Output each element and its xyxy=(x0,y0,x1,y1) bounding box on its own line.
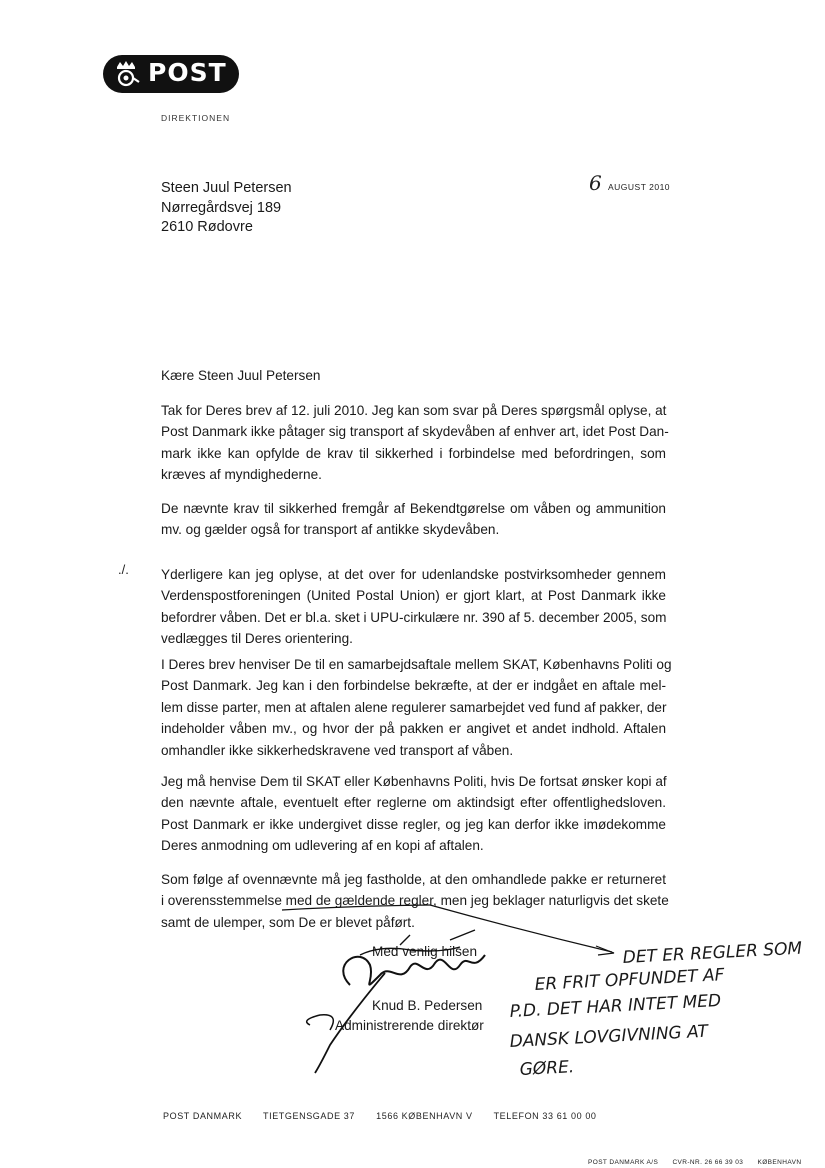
footer-legal-cvr: CVR-NR. 26 66 39 03 xyxy=(672,1159,744,1166)
paragraph-line: lem disse parter, men at aftalen alene regulerer samarbejdet ved fund af pakker, der xyxy=(161,699,667,715)
paragraph-line: vedlægges til Deres orientering. xyxy=(161,631,353,647)
paragraph-line: Deres anmodning om udlevering af en kopi af aftalen. xyxy=(161,838,484,854)
recipient-city: 2610 Rødovre xyxy=(161,219,253,235)
handwritten-note xyxy=(505,935,825,1085)
enclosure-mark: ./. xyxy=(118,562,129,577)
paragraph-line: mark ikke kan opfylde de krav til sikkerhed i forbindelse med befordringen, som xyxy=(161,445,666,461)
logo-text: POST xyxy=(148,58,227,87)
footer-legal-company: POST DANMARK A/S xyxy=(588,1159,659,1166)
paragraph-line: mv. og gælder også for transport af antikke skydevåben. xyxy=(161,522,500,538)
paragraph-line: Verdenspostforeningen (United Postal Union) er gjort klart, at Post Danmark ikke xyxy=(161,588,666,604)
paragraph-line: Tak for Deres brev af 12. juli 2010. Jeg kan som svar på Deres spørgsmål oplyse, at xyxy=(161,403,667,418)
recipient-name: Steen Juul Petersen xyxy=(161,180,292,196)
date-month-year: AUGUST 2010 xyxy=(608,182,671,192)
closing-phrase: Med venlig hilsen xyxy=(372,944,478,959)
paragraph-line: i overensstemmelse med de gældende regler, men jeg beklager naturligvis det skete xyxy=(161,893,669,909)
paragraph-line: Post Danmark. Jeg kan i den forbindelse bekræfte, at der er indgået en aftale mel- xyxy=(161,678,666,694)
footer-phone: TELEFON 33 61 00 00 xyxy=(493,1111,597,1121)
handwritten-note-line: P.D. DET HAR INTET MED xyxy=(509,990,722,1022)
salutation: Kære Steen Juul Petersen xyxy=(161,368,321,383)
paragraph-line: Post Danmark er ikke undergivet disse regler, og jeg kan derfor ikke imødekomme xyxy=(161,816,666,832)
paragraph-line: Jeg må henvise Dem til SKAT eller Københavns Politi, hvis De fortsat ønsker kopi af xyxy=(161,774,667,789)
handwritten-note-line: ER FRIT OPFUNDET AF xyxy=(534,965,725,995)
paragraph-line: De nævnte krav til sikkerhed fremgår af Bekendtgørelse om våben og ammunition xyxy=(161,501,666,516)
paragraph-line: befordrer våben. Det er bl.a. sket i UPU-cirkulære nr. 390 af 5. december 2005, som xyxy=(161,609,667,625)
date-day-handwritten: 6 xyxy=(589,171,602,195)
paragraph-line: samt de ulemper, som De er blevet påført. xyxy=(161,914,415,930)
paragraph-line: indeholder våben mv., og hvor der på pakken er angivet et andet indhold. Aftalen xyxy=(161,721,666,737)
footer-postcode: 1566 KØBENHAVN V xyxy=(376,1111,473,1121)
footer-legal-city: KØBENHAVN xyxy=(757,1159,802,1166)
paragraph-line: den nævnte aftale, eventuelt efter reglerne om aktindsigt efter offentlighedsloven. xyxy=(161,795,666,811)
paragraph-line: Post Danmark ikke påtager sig transport af skydevåben af enhver art, idet Post Dan- xyxy=(161,424,669,440)
paragraph-line: Yderligere kan jeg oplyse, at det over for udenlandske postvirksomheder gennem xyxy=(161,567,666,582)
footer-street: TIETGENSGADE 37 xyxy=(263,1111,356,1121)
footer-company: POST DANMARK xyxy=(163,1111,243,1121)
handwritten-note-line: DET ER REGLER SOM xyxy=(622,938,803,968)
paragraph-line: omhandler ikke sikkerhedskravene ved transport af våben. xyxy=(161,742,514,758)
handwritten-note-line: GØRE. xyxy=(519,1057,575,1080)
paragraph-line: Som følge af ovennævnte må jeg fastholde, at den omhandlede pakke er returneret xyxy=(161,872,666,887)
footer-legal xyxy=(588,1159,813,1166)
paragraph-line: kræves af myndighederne. xyxy=(161,467,322,483)
signer-title: Administrerende direktør xyxy=(335,1018,484,1033)
recipient-street: Nørregårdsvej 189 xyxy=(161,200,282,216)
handwritten-note-line: DANSK LOVGIVNING AT xyxy=(509,1021,709,1052)
footer-address xyxy=(163,1111,615,1121)
department-label: DIREKTIONEN xyxy=(161,113,231,123)
paragraph-line: I Deres brev henviser De til en samarbejdsaftale mellem SKAT, Københavns Politi og xyxy=(161,657,672,672)
signer-name: Knud B. Pedersen xyxy=(372,998,483,1013)
